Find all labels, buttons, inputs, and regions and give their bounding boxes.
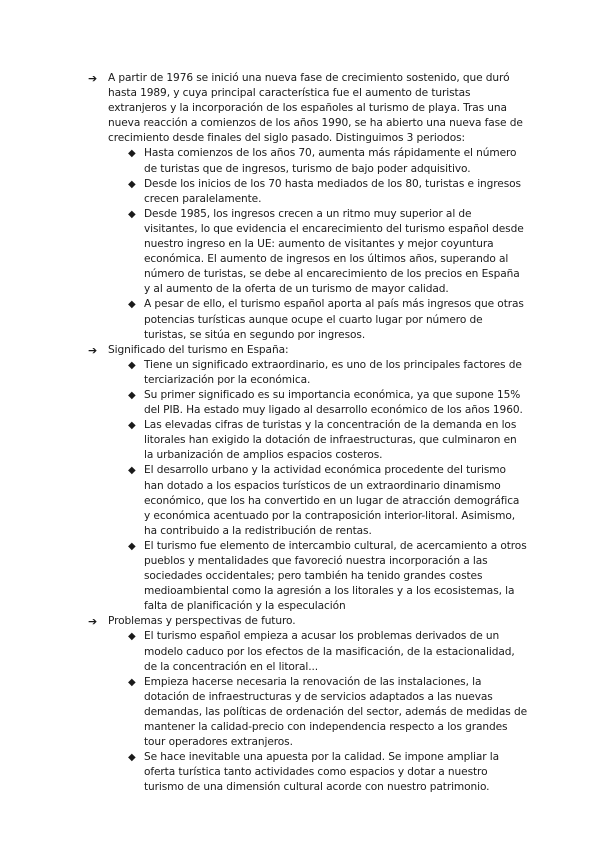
bullet-text: Empieza hacerse necesaria la renovación de las instalaciones, la dotación de infraestructuras y de servicios adaptados a las nuevas demandas, las políticas de ordenación del sector, además de medidas de mantener la calidad-precio con independencia respecto a los grandes tour operadores extranjeros. [144, 675, 528, 749]
diamond-bullet-icon: ◆ [128, 208, 136, 220]
diamond-bullet-icon: ◆ [128, 752, 136, 764]
list-item [128, 358, 528, 388]
diamond-bullet-icon: ◆ [128, 540, 136, 552]
list-item [128, 207, 528, 298]
bullet-text: El turismo fue elemento de intercambio cultural, de acercamiento a otros pueblos y mentalidades que favoreció nuestra incorporación a las sociedades occidentales; pero también ha tenido grandes costes medioambiental como la agresión a los litorales y a los ecosistemas, la falta de planificación y la especulación [144, 539, 527, 613]
list-item [128, 418, 528, 463]
bullet-text: Se hace inevitable una apuesta por la calidad. Se impone ampliar la oferta turística tanto actividades como espacios y dotar a nuestro turismo de una dimensión cultural acorde con nuestro patrimonio. [144, 751, 500, 794]
section-text: Significado del turismo en España: [108, 343, 289, 356]
document-body [88, 71, 528, 796]
list-item [128, 629, 528, 674]
diamond-bullet-icon: ◆ [128, 465, 136, 477]
bullet-text: Su primer significado es su importancia económica, ya que supone 15% del PIB. Ha estado muy ligado al desarrollo económico de los años 1960. [144, 388, 523, 417]
bullet-text: Hasta comienzos de los años 70, aumenta más rápidamente el número de turistas que de ingresos, turismo de bajo poder adquisitivo. [144, 147, 517, 175]
list-item [128, 177, 528, 207]
list-item [128, 388, 528, 418]
diamond-bullet-icon: ◆ [128, 420, 136, 432]
arrow-bullet-icon: ➔ [88, 72, 98, 85]
list-item [128, 297, 528, 342]
list-item [128, 675, 528, 750]
diamond-bullet-icon: ◆ [128, 178, 136, 190]
bullet-text: Las elevadas cifras de turistas y la concentración de la demanda en los litorales han exigido la dotación de infraestructuras, que culminaron en la urbanización de amplios espacios costeros. [144, 419, 517, 462]
bullet-list [128, 629, 528, 795]
list-item [128, 750, 528, 795]
diamond-bullet-icon: ◆ [128, 148, 136, 160]
arrow-bullet-icon: ➔ [88, 615, 98, 629]
arrow-bullet-icon: ➔ [88, 343, 98, 357]
list-item [128, 146, 528, 176]
bullet-text: Desde los inicios de los 70 hasta mediados de los 80, turistas e ingresos crecen paralelamente. [144, 177, 521, 205]
diamond-bullet-icon: ◆ [128, 299, 136, 311]
section-text: A partir de 1976 se inició una nueva fase de crecimiento sostenido, que duró hasta 1989, y cuya principal característica fue el aumento de turistas extranjeros y la incorporación de los españoles al turismo de playa. Tras una nueva reacción a comienzos de los años 1990, se ha abierto una nueva fase de crecimiento desde finales del siglo pasado. Distinguimos 3 periodos: [108, 72, 523, 145]
bullet-text: El desarrollo urbano y la actividad económica procedente del turismo han dotado a los espacios turísticos de un extraordinario dinamismo económico, que los ha convertido en un lugar de atracción demográfica y económica acentuado por la contraposición interior-litoral. Asimismo, ha contribuido a la redistribución de rentas. [144, 464, 520, 537]
bullet-text: El turismo español empieza a acusar los problemas derivados de un modelo caduco por los efectos de la masificación, de la estacionalidad, de la concentración en el litoral... [144, 630, 515, 673]
bullet-text: Tiene un significado extraordinario, es uno de los principales factores de terciarización por la económica. [144, 358, 522, 386]
diamond-bullet-icon: ◆ [128, 631, 136, 643]
section-text: Problemas y perspectivas de futuro. [108, 615, 296, 628]
diamond-bullet-icon: ◆ [128, 676, 136, 688]
bullet-text: Desde 1985, los ingresos crecen a un ritmo muy superior al de visitantes, lo que evidencia el encarecimiento del turismo español desde nuestro ingreso en la UE: aumento de visitantes y mejor coyuntura económica. El aumento de ingresos en los últimos años, superando al número de turistas, se debe al encarecimiento de los precios en España y al aumento de la oferta de un turismo de mayor calidad. [144, 207, 524, 296]
diamond-bullet-icon: ◆ [128, 389, 136, 401]
diamond-bullet-icon: ◆ [128, 359, 136, 371]
section-problemas [88, 614, 528, 629]
section-significado [88, 343, 528, 358]
bullet-list [128, 358, 528, 615]
bullet-list [128, 146, 528, 342]
list-item [128, 539, 528, 614]
bullet-text: A pesar de ello, el turismo español aporta al país más ingresos que otras potencias turísticas aunque ocupe el cuarto lugar por número de turistas, se sitúa en segundo por ingresos. [144, 298, 524, 341]
list-item [128, 463, 528, 538]
section-crecimiento [88, 71, 528, 146]
